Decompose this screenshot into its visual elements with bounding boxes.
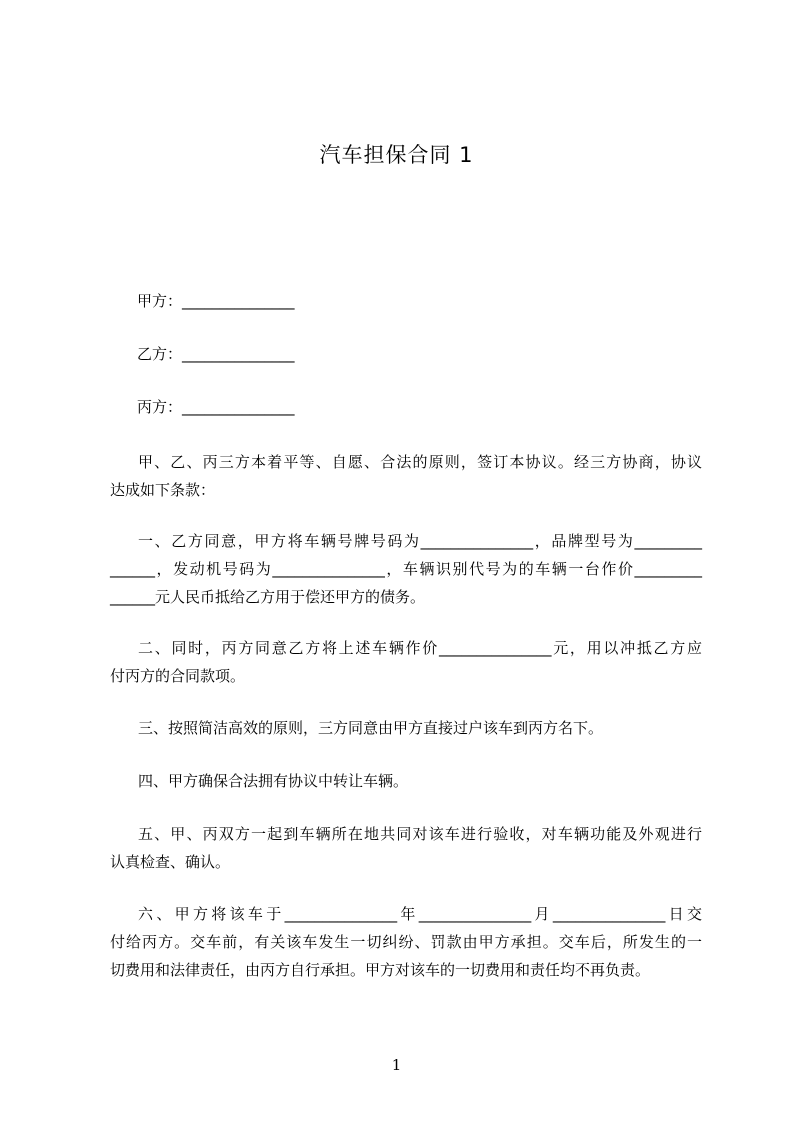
clause-4-paragraph <box>110 767 702 795</box>
intro-line-2: 达成如下条款： <box>110 481 216 499</box>
clause-2-line-2: 付丙方的合同款项。 <box>110 667 246 685</box>
clause-6-line-3: 切费用和法律责任，由丙方自行承担。甲方对该车的一切费用和责任均不再负责。 <box>110 961 651 979</box>
clause-1-line-1: 一、乙方同意，甲方将车辆号牌号码为_______________，品牌型号为_________ <box>138 532 702 550</box>
clause-6-paragraph <box>110 900 702 984</box>
party-c-line: 丙方：_______________ <box>137 398 295 416</box>
clause-1-line-2: ______，发动机号码为_______________，车辆识别代号为的车辆一台作价_________ <box>110 560 702 578</box>
clause-2-line-1: 二、同时，丙方同意乙方将上述车辆作价_______________元，用以冲抵乙方应 <box>138 639 702 657</box>
clause-6-line-1: 六、甲方将该车于_______________年_______________月_______________日交 <box>138 905 702 923</box>
intro-paragraph <box>110 448 702 504</box>
clause-5-paragraph <box>110 820 702 876</box>
clause-1-line-3: ______元人民币抵给乙方用于偿还甲方的债务。 <box>110 588 426 606</box>
clause-5-line-1: 五、甲、丙双方一起到车辆所在地共同对该车进行验收，对车辆功能及外观进行 <box>138 825 702 843</box>
page-number: 1 <box>391 1056 402 1074</box>
clause-4-line: 四、甲方确保合法拥有协议中转让车辆。 <box>138 772 409 790</box>
clause-6-line-2: 付给丙方。交车前，有关该车发生一切纠纷、罚款由甲方承担。交车后，所发生的一 <box>110 933 702 951</box>
clause-5-line-2: 认真检查、确认。 <box>110 853 231 871</box>
clause-1-paragraph <box>110 527 702 611</box>
clause-2-paragraph <box>110 634 702 690</box>
intro-line-1: 甲、乙、丙三方本着平等、自愿、合法的原则，签订本协议。经三方协商，协议 <box>138 453 702 471</box>
clause-3-paragraph <box>110 714 702 742</box>
clause-3-line: 三、按照简洁高效的原则，三方同意由甲方直接过户该车到丙方名下。 <box>138 719 604 737</box>
document-title: 汽车担保合同 1 <box>319 143 474 167</box>
party-b-line: 乙方：_______________ <box>137 345 295 363</box>
party-a-line: 甲方：_______________ <box>137 292 295 310</box>
